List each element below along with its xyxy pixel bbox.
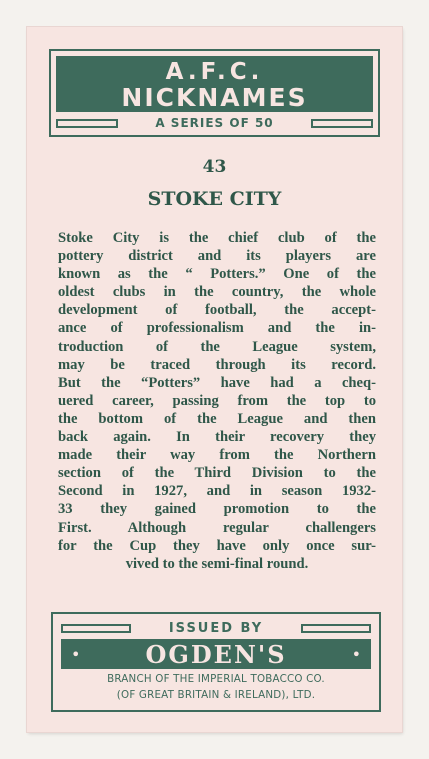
series-row — [56, 114, 373, 132]
body-line: for the Cup they have only once sur- — [58, 537, 376, 554]
header-panel — [49, 49, 380, 137]
body-line: Second in 1927, and in season 1932- — [58, 483, 376, 500]
body-line: uered career, passing from the top to — [58, 392, 376, 409]
decorative-bar-right — [301, 624, 371, 633]
header-line-nicknames: NICKNAMES — [121, 83, 308, 112]
body-line: may be traced through its record. — [58, 356, 376, 373]
header-line-afc: A.F.C. — [165, 59, 264, 85]
body-line: known as the “ Potters.” One of the — [58, 266, 376, 283]
body-line: First. Although regular challengers — [58, 519, 376, 536]
decorative-bar-left — [56, 119, 118, 128]
card-body-text — [58, 229, 376, 573]
dot-ornament-right: • — [351, 644, 361, 664]
body-line: ance of professionalism and the in- — [58, 320, 376, 337]
body-line: troduction of the League system, — [58, 338, 376, 355]
body-line: back again. In their recovery they — [58, 429, 376, 446]
brand-name: OGDEN'S — [145, 639, 287, 669]
issued-by-label: ISSUED BY — [168, 620, 264, 636]
card-title: STOKE CITY — [147, 188, 282, 210]
body-line: 33 they gained promotion to the — [58, 501, 376, 518]
body-line: the bottom of the League and then — [58, 410, 376, 427]
brand-band — [61, 639, 371, 669]
body-line: section of the Third Division to the — [58, 465, 376, 482]
body-line: Stoke City is the chief club of the — [58, 230, 376, 246]
issued-row — [61, 619, 371, 637]
body-line: made their way from the Northern — [58, 447, 376, 464]
dot-ornament-left: • — [71, 644, 81, 664]
body-line: development of football, the accept- — [58, 302, 376, 319]
header-band — [56, 56, 373, 112]
decorative-bar-right — [311, 119, 373, 128]
decorative-bar-left — [61, 624, 131, 633]
body-line: oldest clubs in the country, the whole — [58, 284, 376, 301]
body-line: pottery district and its players are — [58, 248, 376, 265]
footer-panel — [51, 612, 381, 712]
body-line: But the “Potters” have had a cheq- — [58, 374, 376, 391]
footer-country-line: (OF GREAT BRITAIN & IRELAND), LTD. — [116, 689, 316, 701]
cigarette-card — [27, 27, 402, 732]
footer-company-line: BRANCH OF THE IMPERIAL TOBACCO CO. — [107, 673, 325, 685]
series-label: A SERIES OF 50 — [155, 116, 274, 130]
card-number: 43 — [202, 157, 227, 177]
body-line: vived to the semi-final round. — [125, 555, 309, 572]
